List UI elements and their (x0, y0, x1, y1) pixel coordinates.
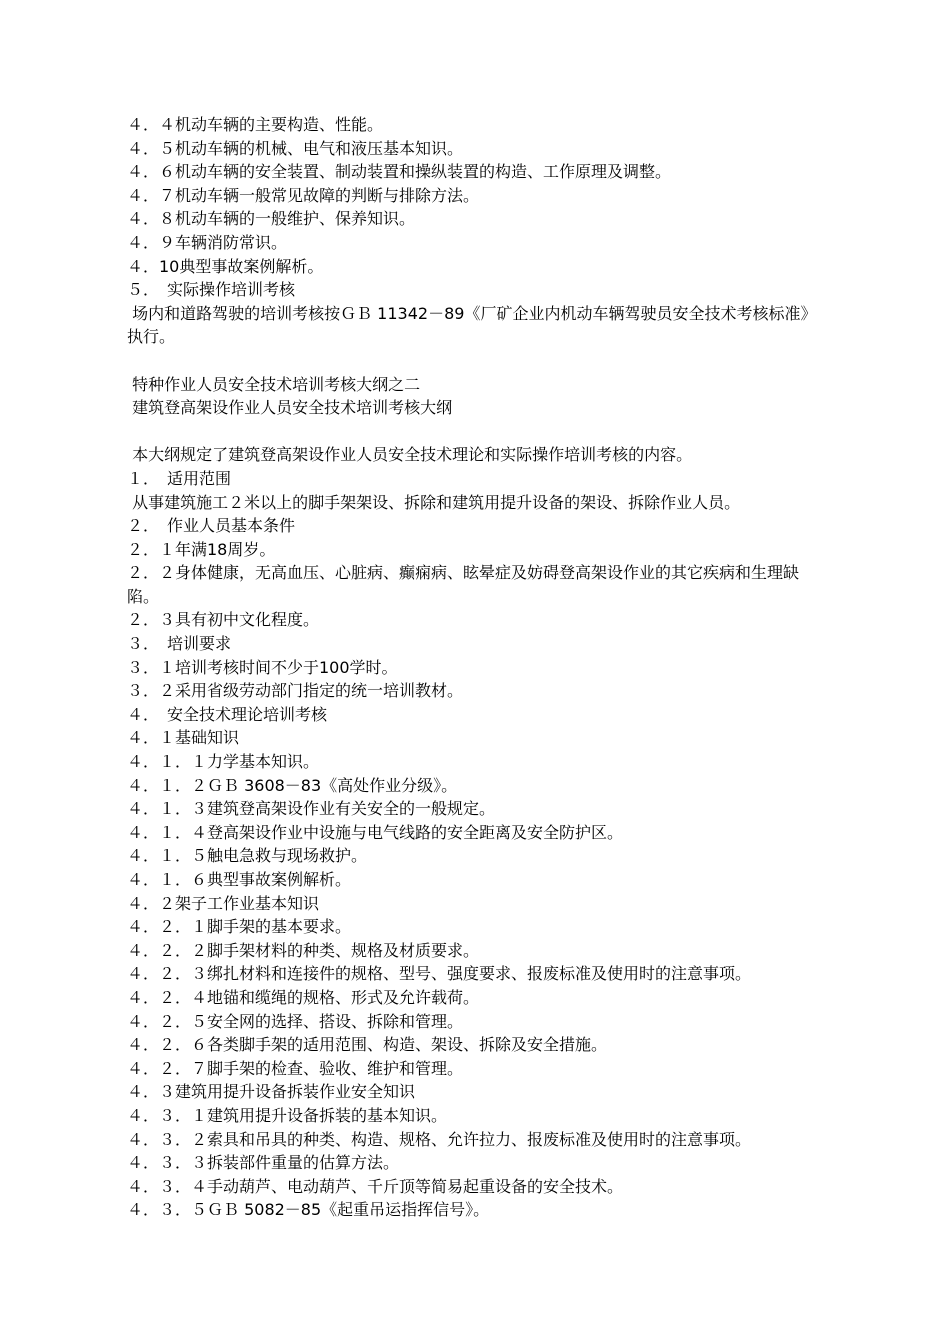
text-line: ４．８机动车辆的一般维护、保养知识。 (127, 209, 416, 229)
text-line: ４．６机动车辆的安全装置、制动装置和操纵装置的构造、工作原理及调整。 (127, 162, 672, 182)
text-line: ４．７机动车辆一般常见故障的判断与排除方法。 (127, 185, 480, 205)
text-line: ２．１年满18周岁。 (127, 539, 276, 559)
text-line: ４．３．１建筑用提升设备拆装的基本知识。 (127, 1105, 448, 1125)
subsection-heading: ４．１基础知识 (127, 728, 240, 748)
text-line: ２．３具有初中文化程度。 (127, 610, 320, 630)
paragraph: 从事建筑施工２米以上的脚手架架设、拆除和建筑用提升设备的架设、拆除作业人员。 (127, 492, 741, 512)
section-heading: ３． 培训要求 (127, 634, 232, 654)
text-line: ４．１．４登高架设作业中设施与电气线路的安全距离及安全防护区。 (127, 822, 624, 842)
text-line: ２．２身体健康，无高血压、心脏病、癫痫病、眩晕症及妨碍登高架设作业的其它疾病和生理缺陷。 (127, 563, 800, 606)
blank-line (127, 420, 830, 444)
text-line: ４．２．６各类脚手架的适用范围、构造、架设、拆除及安全措施。 (127, 1035, 608, 1055)
paragraph: 场内和道路驾驶的培训考核按ＧＢ 11342－89《厂矿企业内机动车辆驾驶员安全技术考核标准》执行。 (127, 303, 817, 347)
text-line: ４．３．２索具和吊具的种类、构造、规格、允许拉力、报废标准及使用时的注意事项。 (127, 1129, 752, 1149)
text-line: ４．３．５ＧＢ 5082－85《起重吊运指挥信号》。 (127, 1200, 490, 1220)
text-line: ４．１．６典型事故案例解析。 (127, 870, 352, 889)
blank-line (127, 349, 830, 373)
text-line: ４．10典型事故案例解析。 (127, 256, 324, 276)
text-line: ４．９车辆消防常识。 (127, 232, 288, 252)
section-heading: ５． 实际操作培训考核 (127, 280, 296, 300)
text-line: ４．５机动车辆的机械、电气和液压基本知识。 (127, 138, 464, 158)
document-subtitle: 特种作业人员安全技术培训考核大纲之二 (127, 374, 421, 394)
text-line: ４．２．５安全网的选择、搭设、拆除和管理。 (127, 1011, 464, 1031)
section-heading: ２． 作业人员基本条件 (127, 516, 296, 536)
text-line: ４．１．３建筑登高架设作业有关安全的一般规定。 (127, 799, 496, 819)
text-line: ４．１．２ＧＢ 3608－83《高处作业分级》。 (127, 775, 458, 795)
text-line: ４．３．３拆装部件重量的估算方法。 (127, 1153, 400, 1173)
text-line: ４．２．２脚手架材料的种类、规格及材质要求。 (127, 940, 480, 960)
document-title: 建筑登高架设作业人员安全技术培训考核大纲 (127, 398, 453, 418)
section-heading: １． 适用范围 (127, 468, 232, 488)
text-line: ４．２．１脚手架的基本要求。 (127, 917, 352, 937)
text-line: ４．２．７脚手架的检查、验收、维护和管理。 (127, 1058, 464, 1078)
paragraph: 本大纲规定了建筑登高架设作业人员安全技术理论和实际操作培训考核的内容。 (127, 445, 693, 465)
text-line: ３．１培训考核时间不少于100学时。 (127, 657, 398, 677)
subsection-heading: ４．２架子工作业基本知识 (127, 893, 320, 913)
text-line: ４．１．５触电急救与现场救护。 (127, 846, 368, 866)
text-line: ４．４机动车辆的主要构造、性能。 (127, 115, 384, 134)
section-heading: ４． 安全技术理论培训考核 (127, 704, 328, 724)
text-line: ４．２．３绑扎材料和连接件的规格、型号、强度要求、报废标准及使用时的注意事项。 (127, 964, 752, 984)
text-line: ３．２采用省级劳动部门指定的统一培训教材。 (127, 681, 464, 701)
text-line: ４．１．１力学基本知识。 (127, 752, 320, 772)
subsection-heading: ４．３建筑用提升设备拆装作业安全知识 (127, 1082, 416, 1102)
text-line: ４．２．４地锚和缆绳的规格、形式及允许载荷。 (127, 987, 480, 1007)
text-line: ４．３．４手动葫芦、电动葫芦、千斤顶等简易起重设备的安全技术。 (127, 1176, 624, 1196)
